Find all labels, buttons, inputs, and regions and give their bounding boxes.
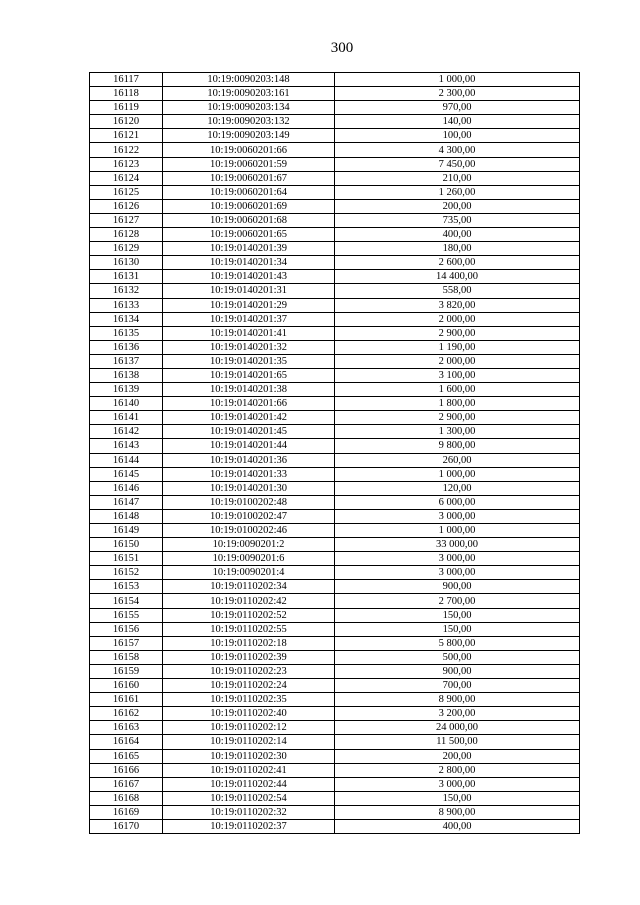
table-row bbox=[90, 213, 580, 227]
table-row bbox=[90, 73, 580, 87]
cadastral-number-cell: 10:19:0140201:43 bbox=[163, 270, 335, 284]
value-cell: 11 500,00 bbox=[335, 735, 580, 749]
value-cell: 700,00 bbox=[335, 679, 580, 693]
row-number-cell: 16147 bbox=[90, 495, 163, 509]
row-number-cell: 16170 bbox=[90, 819, 163, 833]
value-cell: 900,00 bbox=[335, 580, 580, 594]
table-row bbox=[90, 636, 580, 650]
table-row bbox=[90, 368, 580, 382]
row-number-cell: 16159 bbox=[90, 664, 163, 678]
table-row bbox=[90, 467, 580, 481]
row-number-cell: 16158 bbox=[90, 650, 163, 664]
table-row bbox=[90, 509, 580, 523]
table-row bbox=[90, 622, 580, 636]
value-cell: 2 900,00 bbox=[335, 411, 580, 425]
table-row bbox=[90, 707, 580, 721]
table-row bbox=[90, 566, 580, 580]
table-row bbox=[90, 87, 580, 101]
row-number-cell: 16143 bbox=[90, 439, 163, 453]
row-number-cell: 16120 bbox=[90, 115, 163, 129]
row-number-cell: 16117 bbox=[90, 73, 163, 87]
table-row bbox=[90, 594, 580, 608]
value-cell: 2 000,00 bbox=[335, 354, 580, 368]
value-cell: 1 260,00 bbox=[335, 185, 580, 199]
table-row bbox=[90, 538, 580, 552]
value-cell: 1 000,00 bbox=[335, 467, 580, 481]
value-cell: 210,00 bbox=[335, 171, 580, 185]
row-number-cell: 16136 bbox=[90, 340, 163, 354]
value-cell: 2 800,00 bbox=[335, 763, 580, 777]
row-number-cell: 16129 bbox=[90, 242, 163, 256]
page-number: 300 bbox=[330, 40, 354, 56]
table-row bbox=[90, 326, 580, 340]
row-number-cell: 16148 bbox=[90, 509, 163, 523]
table-row bbox=[90, 171, 580, 185]
row-number-cell: 16128 bbox=[90, 228, 163, 242]
cadastral-number-cell: 10:19:0140201:35 bbox=[163, 354, 335, 368]
table-row bbox=[90, 805, 580, 819]
cadastral-number-cell: 10:19:0060201:64 bbox=[163, 185, 335, 199]
row-number-cell: 16131 bbox=[90, 270, 163, 284]
cadastral-number-cell: 10:19:0140201:29 bbox=[163, 298, 335, 312]
value-cell: 2 000,00 bbox=[335, 312, 580, 326]
table-row bbox=[90, 749, 580, 763]
value-cell: 1 000,00 bbox=[335, 524, 580, 538]
row-number-cell: 16124 bbox=[90, 171, 163, 185]
cadastral-number-cell: 10:19:0060201:69 bbox=[163, 199, 335, 213]
value-cell: 3 200,00 bbox=[335, 707, 580, 721]
cadastral-number-cell: 10:19:0090201:2 bbox=[163, 538, 335, 552]
row-number-cell: 16161 bbox=[90, 693, 163, 707]
value-cell: 8 900,00 bbox=[335, 805, 580, 819]
value-cell: 6 000,00 bbox=[335, 495, 580, 509]
value-cell: 140,00 bbox=[335, 115, 580, 129]
value-cell: 1 600,00 bbox=[335, 383, 580, 397]
table-row bbox=[90, 763, 580, 777]
table-body bbox=[90, 73, 580, 834]
row-number-cell: 16135 bbox=[90, 326, 163, 340]
value-cell: 400,00 bbox=[335, 819, 580, 833]
value-cell: 150,00 bbox=[335, 791, 580, 805]
cadastral-number-cell: 10:19:0140201:34 bbox=[163, 256, 335, 270]
row-number-cell: 16139 bbox=[90, 383, 163, 397]
table-row bbox=[90, 664, 580, 678]
value-cell: 33 000,00 bbox=[335, 538, 580, 552]
row-number-cell: 16126 bbox=[90, 199, 163, 213]
table-row bbox=[90, 270, 580, 284]
row-number-cell: 16149 bbox=[90, 524, 163, 538]
row-number-cell: 16163 bbox=[90, 721, 163, 735]
cadastral-number-cell: 10:19:0110202:24 bbox=[163, 679, 335, 693]
row-number-cell: 16133 bbox=[90, 298, 163, 312]
table-row bbox=[90, 199, 580, 213]
cadastral-number-cell: 10:19:0090203:134 bbox=[163, 101, 335, 115]
table-row bbox=[90, 256, 580, 270]
table-row bbox=[90, 185, 580, 199]
value-cell: 150,00 bbox=[335, 608, 580, 622]
cadastral-number-cell: 10:19:0140201:41 bbox=[163, 326, 335, 340]
row-number-cell: 16155 bbox=[90, 608, 163, 622]
value-cell: 4 300,00 bbox=[335, 143, 580, 157]
value-cell: 180,00 bbox=[335, 242, 580, 256]
value-cell: 2 300,00 bbox=[335, 87, 580, 101]
value-cell: 1 300,00 bbox=[335, 425, 580, 439]
value-cell: 735,00 bbox=[335, 213, 580, 227]
cadastral-number-cell: 10:19:0110202:35 bbox=[163, 693, 335, 707]
row-number-cell: 16142 bbox=[90, 425, 163, 439]
value-cell: 9 800,00 bbox=[335, 439, 580, 453]
table-row bbox=[90, 453, 580, 467]
cadastral-number-cell: 10:19:0140201:31 bbox=[163, 284, 335, 298]
value-cell: 970,00 bbox=[335, 101, 580, 115]
cadastral-number-cell: 10:19:0140201:36 bbox=[163, 453, 335, 467]
cadastral-number-cell: 10:19:0100202:47 bbox=[163, 509, 335, 523]
row-number-cell: 16156 bbox=[90, 622, 163, 636]
row-number-cell: 16127 bbox=[90, 213, 163, 227]
table-row bbox=[90, 679, 580, 693]
cadastral-number-cell: 10:19:0090203:149 bbox=[163, 129, 335, 143]
table-row bbox=[90, 552, 580, 566]
table-row bbox=[90, 721, 580, 735]
cadastral-number-cell: 10:19:0110202:42 bbox=[163, 594, 335, 608]
row-number-cell: 16157 bbox=[90, 636, 163, 650]
cadastral-number-cell: 10:19:0100202:48 bbox=[163, 495, 335, 509]
table-row bbox=[90, 298, 580, 312]
value-cell: 200,00 bbox=[335, 749, 580, 763]
row-number-cell: 16169 bbox=[90, 805, 163, 819]
row-number-cell: 16165 bbox=[90, 749, 163, 763]
table-row bbox=[90, 495, 580, 509]
table-row bbox=[90, 143, 580, 157]
value-cell: 558,00 bbox=[335, 284, 580, 298]
cadastral-number-cell: 10:19:0110202:14 bbox=[163, 735, 335, 749]
row-number-cell: 16160 bbox=[90, 679, 163, 693]
table-row bbox=[90, 608, 580, 622]
row-number-cell: 16121 bbox=[90, 129, 163, 143]
value-cell: 14 400,00 bbox=[335, 270, 580, 284]
row-number-cell: 16146 bbox=[90, 481, 163, 495]
cadastral-number-cell: 10:19:0060201:59 bbox=[163, 157, 335, 171]
value-cell: 2 600,00 bbox=[335, 256, 580, 270]
value-cell: 3 100,00 bbox=[335, 368, 580, 382]
cadastral-number-cell: 10:19:0140201:30 bbox=[163, 481, 335, 495]
cadastral-number-cell: 10:19:0110202:40 bbox=[163, 707, 335, 721]
cadastral-number-cell: 10:19:0110202:44 bbox=[163, 777, 335, 791]
cadastral-number-cell: 10:19:0060201:67 bbox=[163, 171, 335, 185]
value-cell: 3 000,00 bbox=[335, 777, 580, 791]
cadastral-number-cell: 10:19:0110202:30 bbox=[163, 749, 335, 763]
cadastral-number-cell: 10:19:0140201:33 bbox=[163, 467, 335, 481]
value-cell: 3 820,00 bbox=[335, 298, 580, 312]
cadastral-number-cell: 10:19:0110202:23 bbox=[163, 664, 335, 678]
row-number-cell: 16145 bbox=[90, 467, 163, 481]
value-cell: 3 000,00 bbox=[335, 566, 580, 580]
cadastral-number-cell: 10:19:0060201:65 bbox=[163, 228, 335, 242]
row-number-cell: 16118 bbox=[90, 87, 163, 101]
table-row bbox=[90, 580, 580, 594]
table-row bbox=[90, 735, 580, 749]
row-number-cell: 16141 bbox=[90, 411, 163, 425]
cadastral-number-cell: 10:19:0110202:37 bbox=[163, 819, 335, 833]
table-row bbox=[90, 242, 580, 256]
cadastral-number-cell: 10:19:0110202:41 bbox=[163, 763, 335, 777]
row-number-cell: 16167 bbox=[90, 777, 163, 791]
value-cell: 500,00 bbox=[335, 650, 580, 664]
cadastral-number-cell: 10:19:0140201:65 bbox=[163, 368, 335, 382]
row-number-cell: 16168 bbox=[90, 791, 163, 805]
cadastral-number-cell: 10:19:0060201:66 bbox=[163, 143, 335, 157]
value-cell: 150,00 bbox=[335, 622, 580, 636]
table-row bbox=[90, 228, 580, 242]
row-number-cell: 16166 bbox=[90, 763, 163, 777]
row-number-cell: 16137 bbox=[90, 354, 163, 368]
table-row bbox=[90, 115, 580, 129]
cadastral-number-cell: 10:19:0110202:18 bbox=[163, 636, 335, 650]
value-cell: 3 000,00 bbox=[335, 552, 580, 566]
cadastral-number-cell: 10:19:0110202:55 bbox=[163, 622, 335, 636]
value-cell: 8 900,00 bbox=[335, 693, 580, 707]
row-number-cell: 16140 bbox=[90, 397, 163, 411]
cadastral-number-cell: 10:19:0140201:32 bbox=[163, 340, 335, 354]
value-cell: 5 800,00 bbox=[335, 636, 580, 650]
cadastral-number-cell: 10:19:0140201:45 bbox=[163, 425, 335, 439]
row-number-cell: 16134 bbox=[90, 312, 163, 326]
value-cell: 400,00 bbox=[335, 228, 580, 242]
table-row bbox=[90, 819, 580, 833]
cadastral-number-cell: 10:19:0090201:4 bbox=[163, 566, 335, 580]
row-number-cell: 16122 bbox=[90, 143, 163, 157]
value-cell: 7 450,00 bbox=[335, 157, 580, 171]
value-cell: 900,00 bbox=[335, 664, 580, 678]
table-row bbox=[90, 411, 580, 425]
table-row bbox=[90, 157, 580, 171]
value-cell: 24 000,00 bbox=[335, 721, 580, 735]
table-row bbox=[90, 439, 580, 453]
cadastral-number-cell: 10:19:0140201:42 bbox=[163, 411, 335, 425]
table-row bbox=[90, 284, 580, 298]
table-row bbox=[90, 129, 580, 143]
cadastral-number-cell: 10:19:0110202:54 bbox=[163, 791, 335, 805]
row-number-cell: 16125 bbox=[90, 185, 163, 199]
row-number-cell: 16164 bbox=[90, 735, 163, 749]
cadastral-number-cell: 10:19:0090203:161 bbox=[163, 87, 335, 101]
cadastral-number-cell: 10:19:0140201:39 bbox=[163, 242, 335, 256]
cadastral-number-cell: 10:19:0140201:44 bbox=[163, 439, 335, 453]
table-row bbox=[90, 791, 580, 805]
row-number-cell: 16152 bbox=[90, 566, 163, 580]
cadastral-number-cell: 10:19:0110202:12 bbox=[163, 721, 335, 735]
table-row bbox=[90, 397, 580, 411]
cadastral-number-cell: 10:19:0090203:132 bbox=[163, 115, 335, 129]
value-cell: 3 000,00 bbox=[335, 509, 580, 523]
row-number-cell: 16130 bbox=[90, 256, 163, 270]
value-cell: 200,00 bbox=[335, 199, 580, 213]
table-row bbox=[90, 481, 580, 495]
table-row bbox=[90, 340, 580, 354]
row-number-cell: 16154 bbox=[90, 594, 163, 608]
row-number-cell: 16144 bbox=[90, 453, 163, 467]
value-cell: 2 700,00 bbox=[335, 594, 580, 608]
row-number-cell: 16153 bbox=[90, 580, 163, 594]
value-cell: 100,00 bbox=[335, 129, 580, 143]
row-number-cell: 16123 bbox=[90, 157, 163, 171]
cadastral-number-cell: 10:19:0140201:66 bbox=[163, 397, 335, 411]
row-number-cell: 16119 bbox=[90, 101, 163, 115]
row-number-cell: 16138 bbox=[90, 368, 163, 382]
cadastral-number-cell: 10:19:0140201:37 bbox=[163, 312, 335, 326]
table-row bbox=[90, 777, 580, 791]
row-number-cell: 16150 bbox=[90, 538, 163, 552]
table-row bbox=[90, 354, 580, 368]
cadastral-number-cell: 10:19:0110202:32 bbox=[163, 805, 335, 819]
cadastral-number-cell: 10:19:0110202:39 bbox=[163, 650, 335, 664]
value-cell: 120,00 bbox=[335, 481, 580, 495]
value-cell: 2 900,00 bbox=[335, 326, 580, 340]
table-row bbox=[90, 312, 580, 326]
table-row bbox=[90, 524, 580, 538]
cadastral-number-cell: 10:19:0090203:148 bbox=[163, 73, 335, 87]
table-row bbox=[90, 650, 580, 664]
cadastral-number-cell: 10:19:0060201:68 bbox=[163, 213, 335, 227]
value-cell: 260,00 bbox=[335, 453, 580, 467]
cadastral-number-cell: 10:19:0090201:6 bbox=[163, 552, 335, 566]
cadastral-number-cell: 10:19:0140201:38 bbox=[163, 383, 335, 397]
table-row bbox=[90, 383, 580, 397]
value-cell: 1 190,00 bbox=[335, 340, 580, 354]
table-row bbox=[90, 425, 580, 439]
row-number-cell: 16162 bbox=[90, 707, 163, 721]
cadastral-number-cell: 10:19:0100202:46 bbox=[163, 524, 335, 538]
table-row bbox=[90, 693, 580, 707]
cadastral-number-cell: 10:19:0110202:34 bbox=[163, 580, 335, 594]
land-parcel-table bbox=[89, 72, 580, 834]
value-cell: 1 000,00 bbox=[335, 73, 580, 87]
value-cell: 1 800,00 bbox=[335, 397, 580, 411]
row-number-cell: 16132 bbox=[90, 284, 163, 298]
row-number-cell: 16151 bbox=[90, 552, 163, 566]
table-row bbox=[90, 101, 580, 115]
cadastral-number-cell: 10:19:0110202:52 bbox=[163, 608, 335, 622]
